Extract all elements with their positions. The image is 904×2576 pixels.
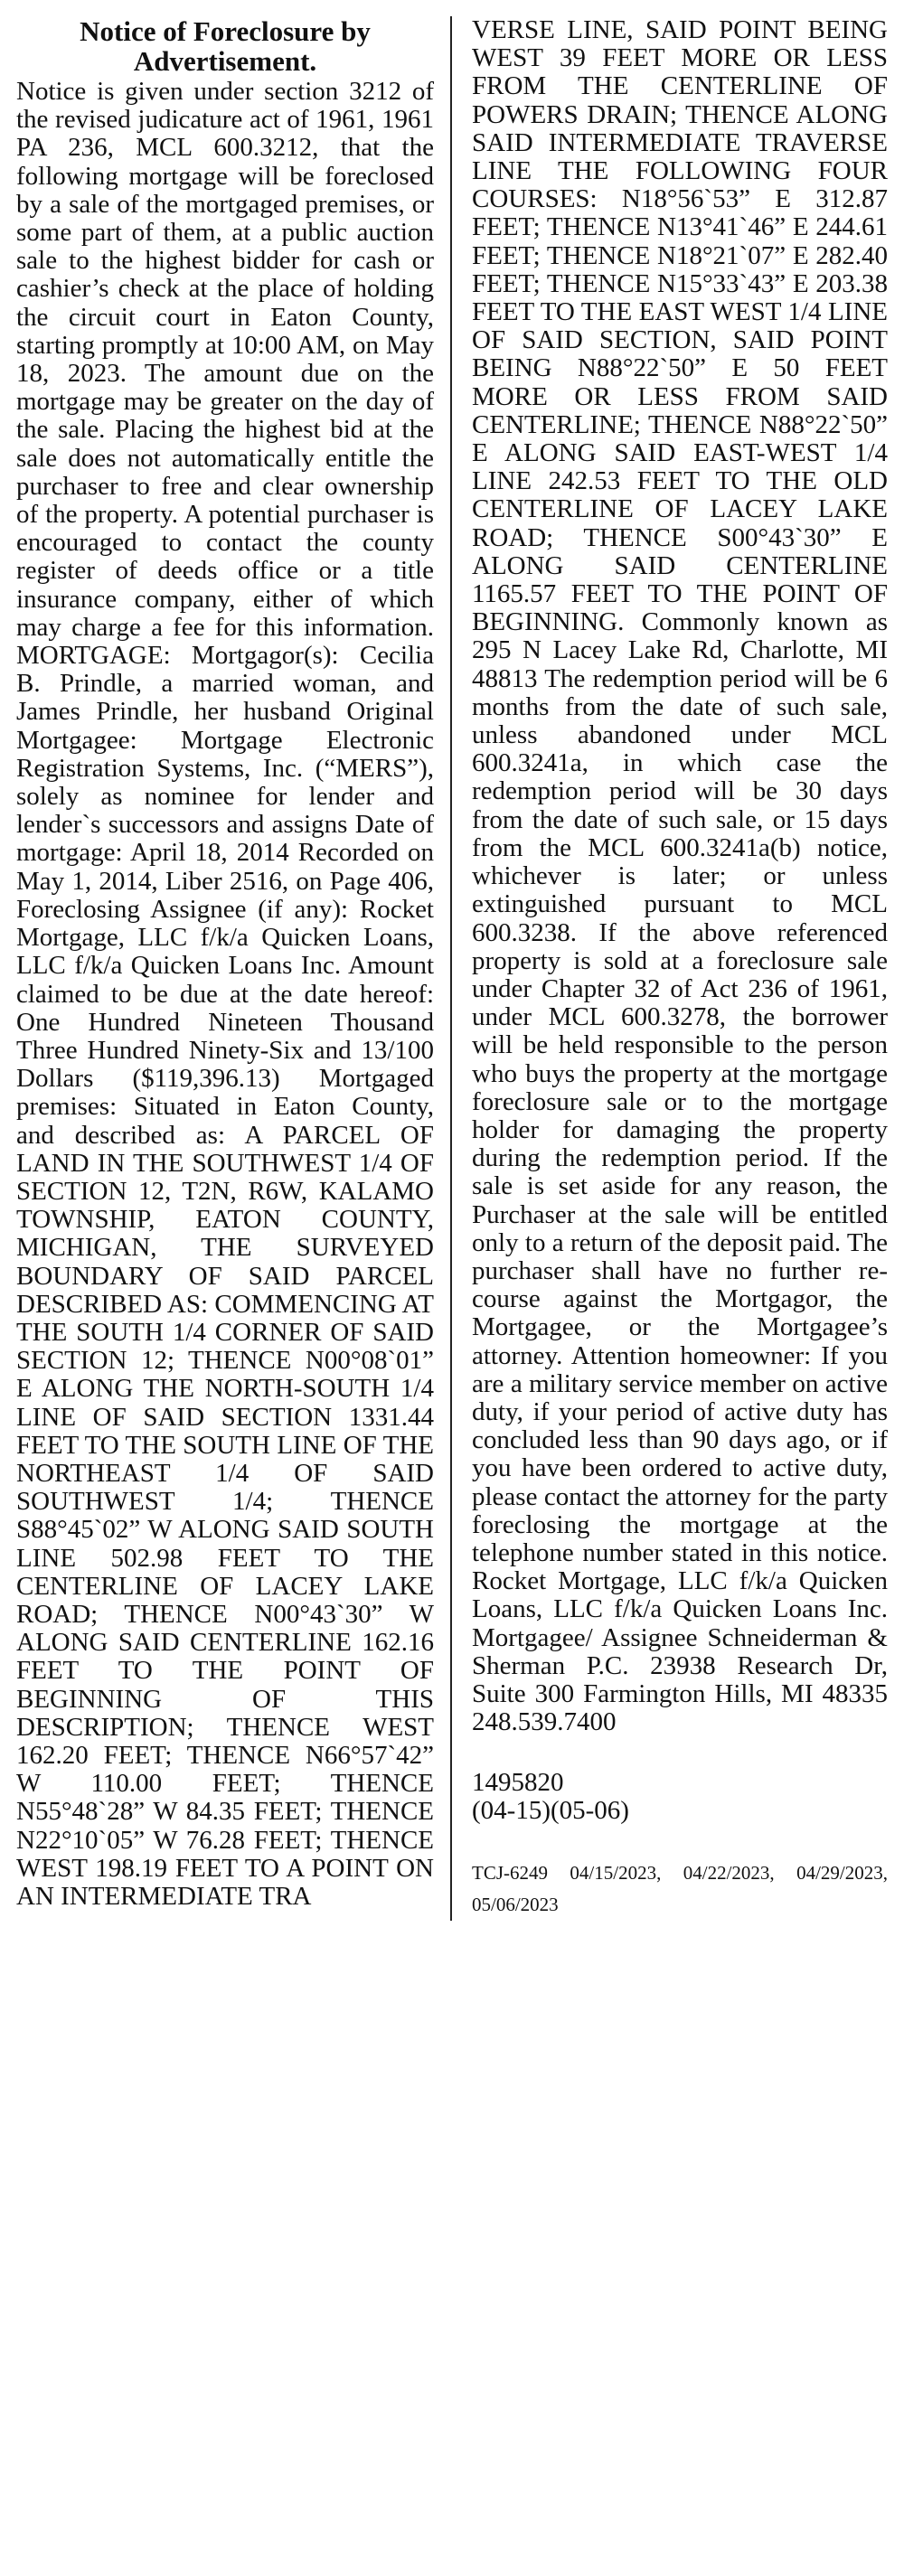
reference-dates: (04-15)(05-06) <box>472 1796 629 1826</box>
notice-title: Notice of Foreclosure by Advertisement. <box>80 15 371 77</box>
notice-body-left: Notice is given under section 3212 of the revised judicature act of 1961, 1961 PA 236, MCL 600.3212, that the following mortgage will be foreclosed by a sale of the mortgaged premises, or some part of them, at a public auction sale to the highest bidder for cash or cashier’s check at the place of holding the circuit court in Eaton County, starting promptly at 10:00 AM, on May 18, 2023. The amount due on the mortgage may be greater on the day of the sale. Placing the highest bid at the sale does not automatically entitle the purchaser to free and clear ownership of the property. A potential purchaser is encouraged to contact the county register of deeds office or a title insurance company, either of which may charge a fee for this information. MORTGAGE: Mortgagor(s): Cecilia B. Prindle, a married woman, and James Prindle, her husband Original Mortgagee: Mortgage Electronic Registration Systems, Inc. (“MERS”), solely as nominee for lender and lender`s successors and assigns Date of mortgage: April 18, 2014 Recorded on May 1, 2014, Liber 2516, on Page 406, Foreclosing Assignee (if any): Rocket Mortgage, LLC f/k/a Quicken Loans, LLC f/k/a Quicken Loans Inc. Amount claimed to be due at the date hereof: One Hundred Nineteen Thousand Three Hundred Ninety-Six and 13/100 Dollars ($119,396.13) Mortgaged premises: Situated in Eaton County, and described as: A PARCEL OF LAND IN THE SOUTHWEST 1/4 OF SECTION 12, T2N, R6W, KALAMO TOWNSHIP, EATON COUNTY, MICHIGAN, THE SURVEYED BOUNDARY OF SAID PARCEL DESCRIBED AS: COMMENCING AT THE SOUTH 1/4 CORNER OF SAID SECTION 12; THENCE N00°08`01” E ALONG THE NORTH-SOUTH 1/4 LINE OF SAID SECTION 1331.44 FEET TO THE SOUTH LINE OF THE NORTHEAST 1/4 OF SAID SOUTHWEST 1/4; THENCE S88°45`02” W ALONG SAID SOUTH LINE 502.98 FEET TO THE CENTERLINE OF LACEY LAKE ROAD; THENCE N00°43`30” W ALONG SAID CENTERLINE 162.16 FEET TO THE POINT OF BEGINNING OF THIS DESCRIPTION; THENCE WEST 162.20 FEET; THENCE N66°57`42” W 110.00 FEET; THENCE N55°48`28” W 84.35 FEET; THENCE N22°10`05” W 76.28 FEET; THENCE WEST 198.19 FEET TO A POINT ON AN INTERMEDIATE TRA <box>16 77 434 1911</box>
reference-number: 1495820 <box>472 1768 564 1798</box>
publication-run-dates: TCJ-6249 04/15/2023, 04/22/2023, 04/29/2023, 05/06/2023 <box>472 1862 888 1916</box>
notice-reference <box>472 1769 888 1825</box>
foreclosure-notice <box>16 16 888 1921</box>
notice-column-right <box>452 16 888 1921</box>
notice-body-right: VERSE LINE, SAID POINT BEING WEST 39 FEET MORE OR LESS FROM THE CENTERLINE OF POWERS DRAIN; THENCE ALONG SAID INTERMEDIATE TRAVERSE LINE THE FOLLOWING FOUR COURSES: N18°56`53” E 312.87 FEET; THENCE N13°41`46” E 244.61 FEET; THENCE N18°21`07” E 282.40 FEET; THENCE N15°33`43” E 203.38 FEET TO THE EAST WEST 1/4 LINE OF SAID SECTION, SAID POINT BEING N88°22`50” E 50 FEET MORE OR LESS FROM SAID CENTERLINE; THENCE N88°22`50” E ALONG SAID EAST-WEST 1/4 LINE 242.53 FEET TO THE OLD CENTERLINE OF LACEY LAKE ROAD; THENCE S00°43`30” E ALONG SAID CENTERLINE 1165.57 FEET TO THE POINT OF BEGINNING. Commonly known as 295 N Lacey Lake Rd, Charlotte, MI 48813 The redemption period will be 6 months from the date of such sale, unless abandoned under MCL 600.3241a, in which case the redemption period will be 30 days from the date of such sale, or 15 days from the MCL 600.3241a(b) notice, whichever is later; or unless extinguished pursuant to MCL 600.3238. If the above referenced property is sold at a foreclosure sale under Chapter 32 of Act 236 of 1961, under MCL 600.3278, the borrower will be held responsible to the person who buys the property at the mortgage foreclosure sale or to the mortgage holder for damaging the property during the redemption period. If the sale is set aside for any reason, the Purchaser at the sale will be entitled only to a return of the deposit paid. The purchaser shall have no further recourse against the Mortgagor, the Mortgagee, or the Mortgagee’s attorney. Attention homeowner: If you are a military service member on active duty, if your period of active duty has concluded less than 90 days ago, or if you have been ordered to active duty, please contact the attorney for the party foreclosing the mortgage at the telephone number stated in this notice. Rocket Mortgage, LLC f/k/a Quicken Loans, LLC f/k/a Quicken Loans Inc. Mortgagee/ Assignee Schneiderman & Sherman P.C. 23938 Research Dr, Suite 300 Farmington Hills, MI 48335 248.539.7400 <box>472 15 888 1737</box>
notice-column-left <box>16 16 452 1921</box>
